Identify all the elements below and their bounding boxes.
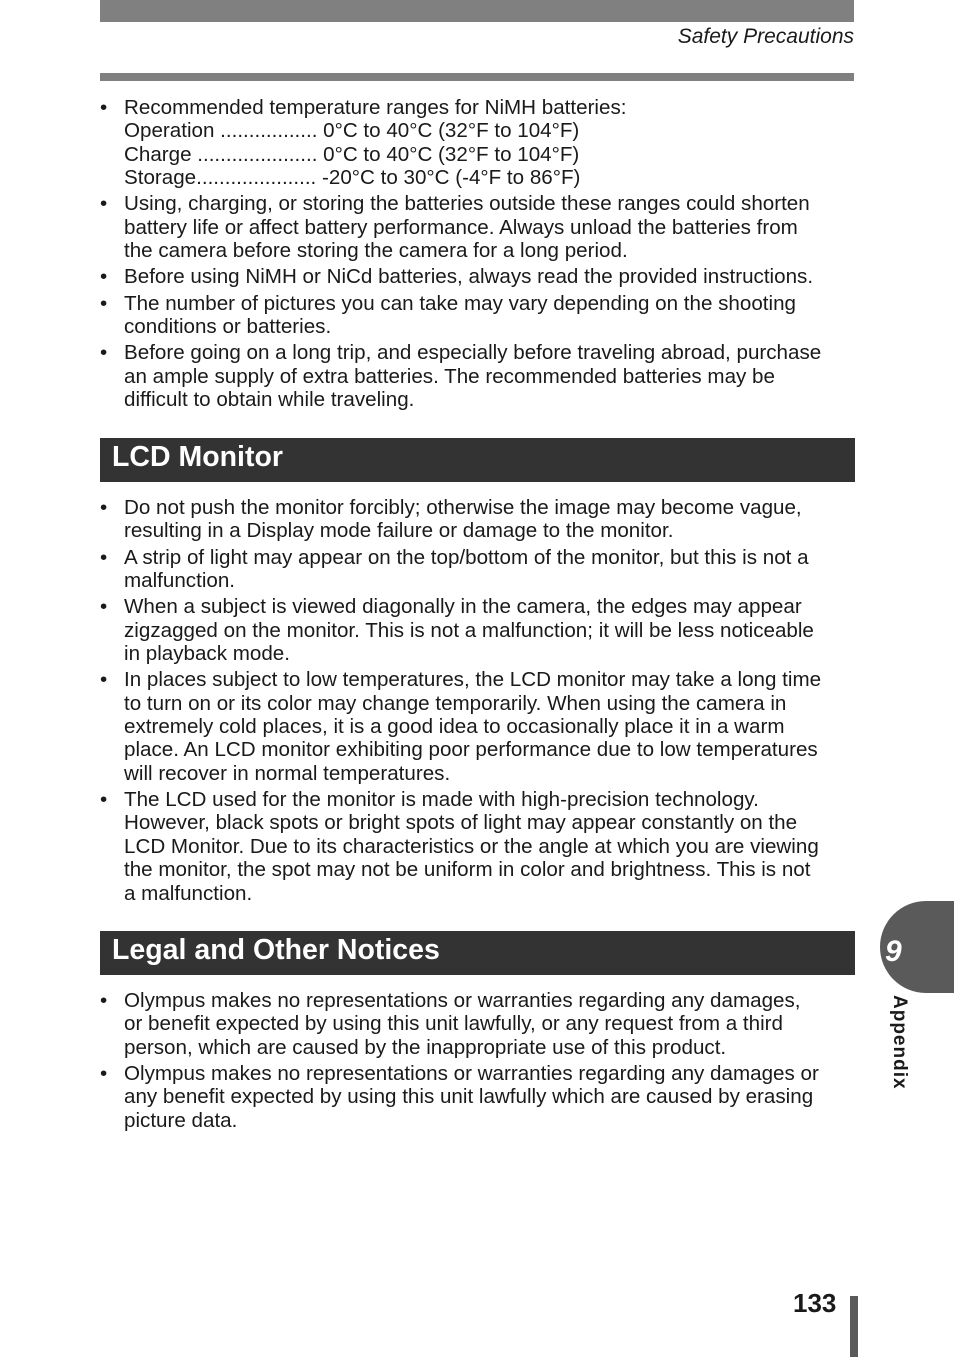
- list-item: • In places subject to low temperatures, the LCD monitor may take a long time to turn on or its color may change temporarily. When using the camera in extremely cold places, it is a good idea to occasionally place it in a warm place. An LCD monitor exhibiting poor performance due to low temperatures will recover in normal temperatures.: [100, 668, 860, 785]
- list-item-line: resulting in a Display mode failure or damage to the monitor.: [124, 519, 674, 543]
- chapter-number: 9: [885, 935, 902, 968]
- list-item: • The LCD used for the monitor is made with high-precision technology. However, black spots or bright spots of light may appear constantly on the LCD Monitor. Due to its characteristics or the angle at which you are viewing the monitor, the spot may not be uniform in color and brightness. This is not a malfunction.: [100, 788, 860, 905]
- list-item: • Do not push the monitor forcibly; otherwise the image may become vague, resulting in a Display mode failure or damage to the monitor.: [100, 496, 860, 543]
- list-item-line: place. An LCD monitor exhibiting poor performance due to low temperatures: [124, 738, 818, 762]
- temp-range-storage: Storage..................... -20°C to 30°C (-4°F to 86°F): [124, 166, 581, 190]
- temp-intro: Recommended temperature ranges for NiMH batteries:: [124, 96, 627, 119]
- list-item-line: In places subject to low temperatures, the LCD monitor may take a long time: [124, 668, 822, 692]
- list-item-line: extremely cold places, it is a good idea to occasionally place it in a warm: [124, 715, 785, 739]
- list-item-line: battery life or affect battery performance. Always unload the batteries from: [124, 215, 798, 239]
- temp-range-charge: Charge ..................... 0°C to 40°C (32°F to 104°F): [124, 142, 580, 166]
- list-item-line: in playback mode.: [124, 642, 290, 666]
- list-item-line: Using, charging, or storing the batteries outside these ranges could shorten: [124, 192, 810, 216]
- list-item-line: Before going on a long trip, and especially before traveling abroad, purchase: [124, 341, 822, 365]
- page-edge-bar: [850, 1296, 858, 1357]
- header-top-bar: [100, 0, 854, 22]
- list-item-line: malfunction.: [124, 569, 236, 593]
- list-item-line: The number of pictures you can take may vary depending on the shooting: [124, 291, 796, 315]
- list-item-line: zigzagged on the monitor. This is not a malfunction; it will be less noticeable: [124, 618, 814, 642]
- chapter-label: Appendix: [889, 995, 910, 1090]
- list-item-line: However, black spots or bright spots of light may appear constantly on the: [124, 811, 798, 835]
- list-item-line: Olympus makes no representations or warranties regarding any damages or: [124, 1062, 819, 1086]
- list-item-line: Olympus makes no representations or warranties regarding any damages,: [124, 989, 801, 1012]
- list-item: • Recommended temperature ranges for NiMH batteries: Operation ................. 0°C to 40°C (32°F to 104°F) Charge ..................... 0°C to 40°C (32°F to 104°F) Storage..................... -20°C to 30°C (-4°F to 86°F): [100, 96, 860, 190]
- list-item: • Olympus makes no representations or warranties regarding any damages or any benefit expected by using this unit lawfully which are caused by erasing picture data.: [100, 1062, 860, 1132]
- list-item-line: to turn on or its color may change temporarily. When using the camera in: [124, 691, 787, 715]
- list-item-line: a malfunction.: [124, 881, 253, 905]
- list-item: • A strip of light may appear on the top/bottom of the monitor, but this is not a malfunction.: [100, 546, 860, 593]
- list-item-line: an ample supply of extra batteries. The recommended batteries may be: [124, 364, 775, 388]
- lcd-notes-list: [100, 496, 860, 908]
- list-item-line: or benefit expected by using this unit lawfully, or any request from a third: [124, 1012, 783, 1036]
- list-item: • Olympus makes no representations or warranties regarding any damages, or benefit expected by using this unit lawfully, or any request from a third person, which are caused by the inappropriate use of this product.: [100, 989, 860, 1059]
- list-item-line: A strip of light may appear on the top/bottom of the monitor, but this is not a: [124, 545, 809, 569]
- list-item-line: any benefit expected by using this unit lawfully which are caused by erasing: [124, 1085, 814, 1109]
- list-item: • Before going on a long trip, and especially before traveling abroad, purchase an ample supply of extra batteries. The recommended batteries may be difficult to obtain while traveling.: [100, 341, 860, 411]
- section-title-lcd-monitor: LCD Monitor: [112, 441, 283, 473]
- battery-notes-list: [100, 96, 860, 414]
- list-item-line: LCD Monitor. Due to its characteristics or the angle at which you are viewing: [124, 834, 819, 858]
- list-item-line: the monitor, the spot may not be uniform in color and brightness. This is not: [124, 858, 811, 882]
- list-item-line: The LCD used for the monitor is made with high-precision technology.: [124, 788, 759, 812]
- list-item: • Using, charging, or storing the batteries outside these ranges could shorten battery life or affect battery performance. Always unload the batteries from the camera before storing the camera for a long period.: [100, 192, 860, 262]
- list-item-line: person, which are caused by the inappropriate use of this product.: [124, 1035, 727, 1059]
- list-item-line: the camera before storing the camera for a long period.: [124, 239, 628, 263]
- list-item-line: Before using NiMH or NiCd batteries, always read the provided instructions.: [124, 265, 814, 289]
- section-title-legal: Legal and Other Notices: [112, 934, 440, 966]
- list-item-line: will recover in normal temperatures.: [124, 761, 451, 785]
- header-rule: [100, 73, 854, 81]
- list-item-line: Do not push the monitor forcibly; otherwise the image may become vague,: [124, 496, 802, 519]
- list-item: • The number of pictures you can take may vary depending on the shooting conditions or batteries.: [100, 292, 860, 339]
- list-item-line: difficult to obtain while traveling.: [124, 388, 415, 412]
- lcd-monitor-heading-bar: [100, 438, 855, 482]
- page-number: 133: [793, 1288, 837, 1318]
- list-item: • When a subject is viewed diagonally in the camera, the edges may appear zigzagged on the monitor. This is not a malfunction; it will be less noticeable in playback mode.: [100, 595, 860, 665]
- list-item: • Before using NiMH or NiCd batteries, always read the provided instructions.: [100, 265, 860, 288]
- list-item-line: conditions or batteries.: [124, 315, 332, 339]
- list-item-line: picture data.: [124, 1108, 238, 1132]
- legal-notes-list: [100, 989, 860, 1135]
- legal-heading-bar: [100, 931, 855, 975]
- temp-range-operation: Operation ................. 0°C to 40°C (32°F to 104°F): [124, 119, 580, 143]
- header-section-title: Safety Precautions: [677, 25, 854, 48]
- list-item-line: When a subject is viewed diagonally in the camera, the edges may appear: [124, 595, 802, 619]
